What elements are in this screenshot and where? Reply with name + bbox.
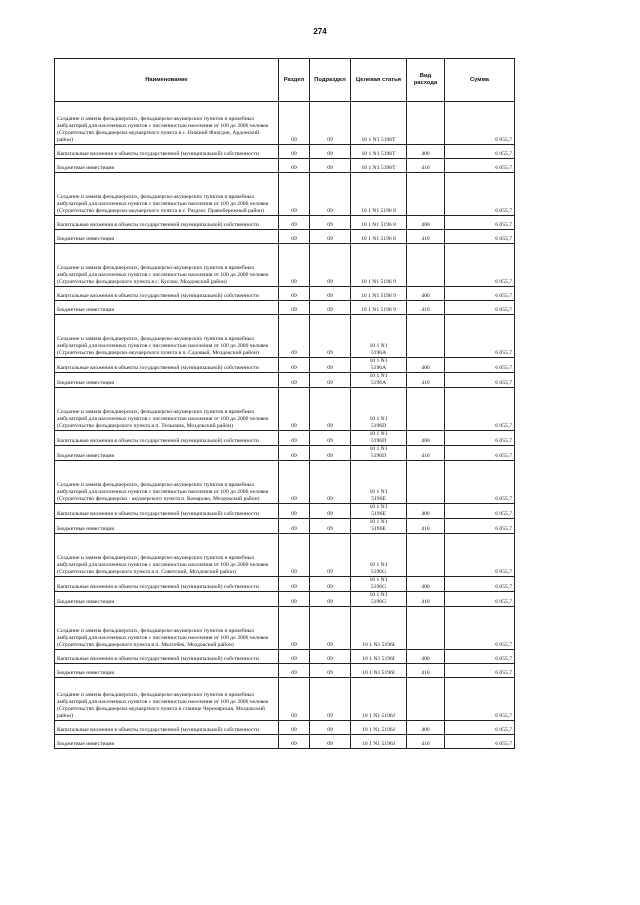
cell-sum: 6 055,7 — [445, 678, 515, 721]
table-row — [55, 735, 515, 749]
cell-target-article: 10 1 N1 5196G — [351, 577, 407, 592]
cell-target-article: 10 1 N1 5196G — [351, 592, 407, 607]
cell-name: Создание и замена фельдшерских, фельдшерско-акушерских пунктов и врачебных амбулаторий для населенных пунктов с численностью населения от 100 до 2000 человек (Строительство фельдшерского пункта в с. Кусово, Моздокский район) — [55, 244, 279, 287]
cell-target-article: 10 1 N1 5196E — [351, 461, 407, 504]
table-row — [55, 145, 515, 159]
table-row — [55, 650, 515, 664]
table-row — [55, 373, 515, 388]
cell-target-article: 10 1 N1 5196I — [351, 650, 407, 664]
table-row — [55, 721, 515, 735]
table-row — [55, 230, 515, 244]
cell-expense-type: 400 — [407, 216, 445, 230]
cell-razdel: 09 — [279, 678, 310, 721]
cell-podrazdel: 09 — [310, 534, 351, 577]
cell-expense-type: 400 — [407, 577, 445, 592]
cell-target-article: 10 1 N1 5196D — [351, 388, 407, 431]
table-row — [55, 431, 515, 446]
cell-name: Создание и замена фельдшерских, фельдшерско-акушерских пунктов и врачебных амбулаторий для населенных пунктов с численностью населения от 100 до 2000 человек (Строительство фельдшерско-акушерского пункта в п. Садовый, Моздокский район) — [55, 315, 279, 358]
cell-name: Бюджетные инвестиции — [55, 664, 279, 678]
cell-name: Капитальные вложения в объекты государственной (муниципальной) собственности — [55, 650, 279, 664]
cell-podrazdel: 09 — [310, 159, 351, 173]
header-row — [55, 59, 515, 102]
cell-expense-type: 400 — [407, 650, 445, 664]
cell-target-article: 10 1 N1 5196I — [351, 664, 407, 678]
cell-target-article: 10 1 N1 5196 9 — [351, 301, 407, 315]
cell-expense-type — [407, 678, 445, 721]
cell-target-article: 10 1 N1 5196 8 — [351, 216, 407, 230]
cell-expense-type — [407, 388, 445, 431]
cell-podrazdel: 09 — [310, 519, 351, 534]
cell-podrazdel: 09 — [310, 446, 351, 461]
table-row — [55, 519, 515, 534]
cell-expense-type: 410 — [407, 735, 445, 749]
cell-name: Капитальные вложения в объекты государственной (муниципальной) собственности — [55, 431, 279, 446]
cell-podrazdel: 09 — [310, 607, 351, 650]
table-row — [55, 102, 515, 145]
cell-expense-type: 400 — [407, 721, 445, 735]
cell-sum: 6 055,7 — [445, 301, 515, 315]
cell-name: Бюджетные инвестиции — [55, 735, 279, 749]
cell-expense-type — [407, 244, 445, 287]
cell-name: Бюджетные инвестиции — [55, 519, 279, 534]
cell-podrazdel: 09 — [310, 592, 351, 607]
table-row — [55, 504, 515, 519]
cell-razdel: 09 — [279, 721, 310, 735]
cell-name: Капитальные вложения в объекты государственной (муниципальной) собственности — [55, 358, 279, 373]
cell-sum: 6 055,7 — [445, 650, 515, 664]
cell-podrazdel: 09 — [310, 577, 351, 592]
table-row — [55, 388, 515, 431]
cell-razdel: 09 — [279, 230, 310, 244]
cell-name: Создание и замена фельдшерских, фельдшерско-акушерских пунктов и врачебных амбулаторий для населенных пунктов с численностью населения от 100 до 2000 человек (Строительство фельдшерского пункта в п. Советский, Моздокский район) — [55, 534, 279, 577]
cell-sum: 6 055,7 — [445, 145, 515, 159]
cell-razdel: 09 — [279, 244, 310, 287]
cell-sum: 6 055,7 — [445, 664, 515, 678]
cell-sum: 6 055,7 — [445, 607, 515, 650]
table-row — [55, 244, 515, 287]
cell-podrazdel: 09 — [310, 230, 351, 244]
cell-target-article: 10 1 N1 5196E — [351, 519, 407, 534]
cell-sum: 6 055,7 — [445, 159, 515, 173]
table-row — [55, 173, 515, 216]
cell-razdel: 09 — [279, 358, 310, 373]
cell-sum: 6 055,7 — [445, 358, 515, 373]
cell-sum: 6 055,7 — [445, 230, 515, 244]
header-name: Наименование — [55, 59, 279, 102]
cell-podrazdel: 09 — [310, 315, 351, 358]
cell-podrazdel: 09 — [310, 678, 351, 721]
cell-sum: 6 055,7 — [445, 102, 515, 145]
cell-name: Капитальные вложения в объекты государственной (муниципальной) собственности — [55, 577, 279, 592]
table-row — [55, 577, 515, 592]
page-number: 274 — [313, 27, 327, 36]
cell-target-article: 10 1 N1 5196E — [351, 504, 407, 519]
cell-razdel: 09 — [279, 461, 310, 504]
header-sum: Сумма — [445, 59, 515, 102]
cell-expense-type: 410 — [407, 301, 445, 315]
table-row — [55, 534, 515, 577]
cell-sum: 6 055,7 — [445, 431, 515, 446]
cell-expense-type: 410 — [407, 519, 445, 534]
cell-podrazdel: 09 — [310, 287, 351, 301]
cell-razdel: 09 — [279, 534, 310, 577]
cell-podrazdel: 09 — [310, 358, 351, 373]
cell-podrazdel: 09 — [310, 373, 351, 388]
table-header — [55, 59, 515, 102]
cell-target-article: 10 1 N1 5196G — [351, 534, 407, 577]
cell-podrazdel: 09 — [310, 735, 351, 749]
cell-podrazdel: 09 — [310, 173, 351, 216]
table-row — [55, 592, 515, 607]
budget-table — [54, 58, 515, 749]
header-razdel: Раздел — [279, 59, 310, 102]
cell-podrazdel: 09 — [310, 461, 351, 504]
cell-sum: 6 055,7 — [445, 388, 515, 431]
cell-sum: 6 055,7 — [445, 735, 515, 749]
table-row — [55, 664, 515, 678]
cell-podrazdel: 09 — [310, 216, 351, 230]
cell-sum: 6 055,7 — [445, 446, 515, 461]
cell-expense-type: 400 — [407, 145, 445, 159]
table-row — [55, 216, 515, 230]
cell-expense-type — [407, 534, 445, 577]
cell-target-article: 10 1 N1 5196A — [351, 315, 407, 358]
header-expense-type: Вид расхода — [407, 59, 445, 102]
table-row — [55, 358, 515, 373]
cell-name: Бюджетные инвестиции — [55, 230, 279, 244]
cell-target-article: 10 1 N1 5196I — [351, 607, 407, 650]
cell-razdel: 09 — [279, 592, 310, 607]
cell-expense-type: 400 — [407, 504, 445, 519]
cell-razdel: 09 — [279, 664, 310, 678]
cell-razdel: 09 — [279, 735, 310, 749]
cell-sum: 6 055,7 — [445, 534, 515, 577]
cell-expense-type: 400 — [407, 358, 445, 373]
cell-sum: 6 055,7 — [445, 592, 515, 607]
cell-expense-type: 400 — [407, 431, 445, 446]
cell-expense-type — [407, 102, 445, 145]
cell-razdel: 09 — [279, 373, 310, 388]
cell-name: Бюджетные инвестиции — [55, 592, 279, 607]
cell-podrazdel: 09 — [310, 244, 351, 287]
cell-expense-type: 410 — [407, 230, 445, 244]
cell-sum: 6 055,7 — [445, 216, 515, 230]
cell-sum: 6 055,7 — [445, 315, 515, 358]
cell-target-article: 10 1 N1 5196J — [351, 678, 407, 721]
cell-target-article: 10 1 N1 5196J — [351, 735, 407, 749]
cell-sum: 6 055,7 — [445, 577, 515, 592]
cell-razdel: 09 — [279, 504, 310, 519]
cell-expense-type — [407, 173, 445, 216]
cell-razdel: 09 — [279, 577, 310, 592]
cell-name: Создание и замена фельдшерских, фельдшерско-акушерских пунктов и врачебных амбулаторий для населенных пунктов с численностью населения от 100 до 2000 человек (Строительство фельдшерско - акушерского пункта п. Комарово, Моздокский район) — [55, 461, 279, 504]
cell-podrazdel: 09 — [310, 664, 351, 678]
cell-name: Капитальные вложения в объекты государственной (муниципальной) собственности — [55, 504, 279, 519]
header-target-article: Целевая статья — [351, 59, 407, 102]
cell-podrazdel: 09 — [310, 388, 351, 431]
cell-expense-type: 410 — [407, 159, 445, 173]
cell-expense-type — [407, 607, 445, 650]
cell-name: Бюджетные инвестиции — [55, 446, 279, 461]
cell-target-article: 10 1 N1 5196A — [351, 358, 407, 373]
cell-expense-type: 410 — [407, 446, 445, 461]
cell-target-article: 10 1 N1 5196Т — [351, 102, 407, 145]
cell-target-article: 10 1 N1 5196 8 — [351, 230, 407, 244]
cell-sum: 6 055,7 — [445, 461, 515, 504]
cell-sum: 6 055,7 — [445, 244, 515, 287]
cell-razdel: 09 — [279, 431, 310, 446]
cell-name: Капитальные вложения в объекты государственной (муниципальной) собственности — [55, 145, 279, 159]
cell-name: Капитальные вложения в объекты государственной (муниципальной) собственности — [55, 721, 279, 735]
cell-podrazdel: 09 — [310, 102, 351, 145]
cell-podrazdel: 09 — [310, 145, 351, 159]
cell-razdel: 09 — [279, 607, 310, 650]
cell-name: Бюджетные инвестиции — [55, 301, 279, 315]
cell-name: Капитальные вложения в объекты государственной (муниципальной) собственности — [55, 287, 279, 301]
cell-podrazdel: 09 — [310, 504, 351, 519]
cell-target-article: 10 1 N1 5196 9 — [351, 287, 407, 301]
cell-target-article: 10 1 N1 5196Т — [351, 159, 407, 173]
cell-razdel: 09 — [279, 388, 310, 431]
cell-razdel: 09 — [279, 216, 310, 230]
cell-target-article: 10 1 N1 5196Т — [351, 145, 407, 159]
cell-target-article: 10 1 N1 5196D — [351, 431, 407, 446]
cell-name: Создание и замена фельдшерских, фельдшерско-акушерских пунктов и врачебных амбулаторий для населенных пунктов с численностью населения от 100 до 2000 человек (Строительство фельдшерско-акушерского пункта в с. Раздзог, Правобережный район) — [55, 173, 279, 216]
cell-razdel: 09 — [279, 287, 310, 301]
table-row — [55, 446, 515, 461]
cell-sum: 6 055,7 — [445, 173, 515, 216]
cell-razdel: 09 — [279, 173, 310, 216]
cell-expense-type: 410 — [407, 664, 445, 678]
cell-expense-type — [407, 461, 445, 504]
cell-razdel: 09 — [279, 519, 310, 534]
cell-name: Создание и замена фельдшерских, фельдшерско-акушерских пунктов и врачебных амбулаторий для населенных пунктов с численностью населения от 100 до 2000 человек (Строительство фельдшерско-акушерского пункта в с. Нижний Фиагдон, Ардонский район) — [55, 102, 279, 145]
table-row — [55, 461, 515, 504]
cell-sum: 6 055,7 — [445, 504, 515, 519]
cell-podrazdel: 09 — [310, 301, 351, 315]
cell-sum: 6 055,7 — [445, 519, 515, 534]
cell-target-article: 10 1 N1 5196 8 — [351, 173, 407, 216]
table-row — [55, 159, 515, 173]
cell-name: Создание и замена фельдшерских, фельдшерско-акушерских пунктов и врачебных амбулаторий для населенных пунктов с численностью населения от 100 до 2000 человек (Строительство фельдшерского пункта в п. Малгобек, Моздокский район) — [55, 607, 279, 650]
cell-podrazdel: 09 — [310, 650, 351, 664]
header-podrazdel: Подраздел — [310, 59, 351, 102]
cell-razdel: 09 — [279, 315, 310, 358]
cell-target-article: 10 1 N1 5196A — [351, 373, 407, 388]
cell-name: Капитальные вложения в объекты государственной (муниципальной) собственности — [55, 216, 279, 230]
cell-razdel: 09 — [279, 145, 310, 159]
cell-razdel: 09 — [279, 446, 310, 461]
table-row — [55, 287, 515, 301]
table-row — [55, 607, 515, 650]
cell-name: Бюджетные инвестиции — [55, 159, 279, 173]
cell-razdel: 09 — [279, 159, 310, 173]
cell-sum: 6 055,7 — [445, 287, 515, 301]
cell-name: Создание и замена фельдшерских, фельдшерско-акушерских пунктов и врачебных амбулаторий для населенных пунктов с численностью населения от 100 до 2000 человек (Строительство фельдшерско-акушерского пункта в станице Черноярская, Моздокский район) — [55, 678, 279, 721]
cell-podrazdel: 09 — [310, 431, 351, 446]
cell-razdel: 09 — [279, 650, 310, 664]
cell-target-article: 10 1 N1 5196J — [351, 721, 407, 735]
table-body — [55, 102, 515, 749]
cell-target-article: 10 1 N1 5196D — [351, 446, 407, 461]
cell-name: Бюджетные инвестиции — [55, 373, 279, 388]
cell-expense-type: 400 — [407, 287, 445, 301]
table-row — [55, 678, 515, 721]
cell-podrazdel: 09 — [310, 721, 351, 735]
cell-target-article: 10 1 N1 5196 9 — [351, 244, 407, 287]
cell-razdel: 09 — [279, 102, 310, 145]
cell-sum: 6 055,7 — [445, 721, 515, 735]
cell-expense-type: 410 — [407, 592, 445, 607]
cell-expense-type — [407, 315, 445, 358]
cell-expense-type: 410 — [407, 373, 445, 388]
table-row — [55, 301, 515, 315]
cell-sum: 6 055,7 — [445, 373, 515, 388]
cell-name: Создание и замена фельдшерских, фельдшерско-акушерских пунктов и врачебных амбулаторий для населенных пунктов с численностью населения от 100 до 2000 человек (Строительство фельдшерского пункта в п. Тельмана, Моздокский район) — [55, 388, 279, 431]
table-row — [55, 315, 515, 358]
cell-razdel: 09 — [279, 301, 310, 315]
